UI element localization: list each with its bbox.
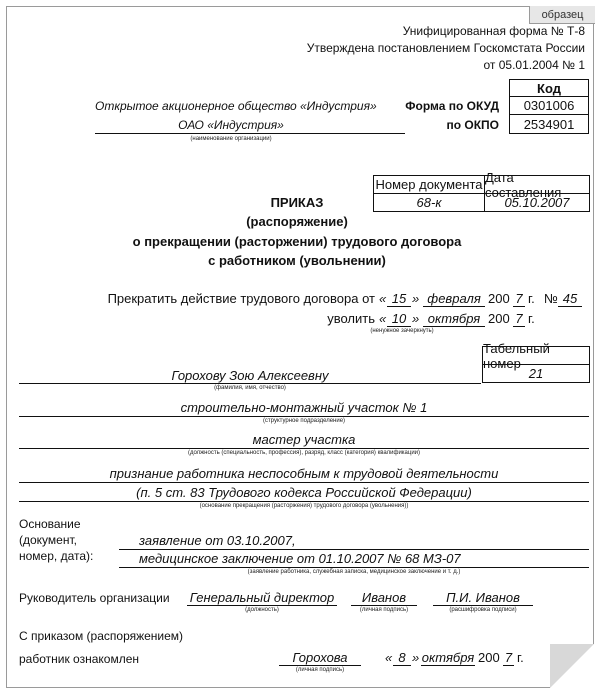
acquaint-label2: работник ознакомлен bbox=[19, 652, 139, 666]
contract-label: Прекратить действие трудового договора от bbox=[107, 291, 375, 306]
basis-label2: (документ, bbox=[19, 533, 77, 547]
tab-number-header: Табельный номер bbox=[482, 346, 590, 365]
doc-date-header: Дата составления bbox=[484, 175, 590, 194]
signature-position-caption: (должность) bbox=[245, 607, 279, 613]
department-caption: (структурное подразделение) bbox=[262, 418, 346, 424]
position-underline bbox=[19, 448, 589, 449]
basis-underline2 bbox=[119, 567, 589, 568]
dismiss-day: 10 bbox=[387, 311, 411, 327]
contract-day: 15 bbox=[387, 291, 411, 307]
dismiss-month: октября bbox=[423, 311, 485, 327]
dismiss-label: уволить bbox=[327, 311, 375, 326]
form-header-line3: от 05.01.2004 № 1 bbox=[483, 58, 585, 72]
contract-number-label: № bbox=[544, 291, 558, 306]
grounds-caption: (основание прекращения (расторжения) трудового договора (увольнения)) bbox=[199, 503, 409, 509]
employee-name: Горохову Зою Алексеевну bbox=[171, 368, 329, 383]
basis-value1: заявление от 03.10.2007, bbox=[139, 533, 296, 548]
tab-number-value: 21 bbox=[482, 364, 590, 383]
acquaint-year-suffix: 7 bbox=[504, 650, 513, 665]
org-short-name: ОАО «Индустрия» bbox=[178, 118, 284, 132]
signature-sign: Иванов bbox=[351, 590, 417, 606]
form-page: образец Унифицированная форма № Т-8 Утверждена постановлением Госкомстата России от 05.01.2004 № 1 Код 0301006 2534901 Форма по ОКУД по ОКПО Открытое акционерное общество «Индустрия» ОАО «Индустрия» (наименование организации) Номер документа Дата составления 68-к 05.10.2007 ПРИКАЗ (распоряжение) о прекращении (расторжении) трудового договора с работником (увольнении) Прекратить действие трудового договора от « 15 » февраля 200 7 г. № 45 уволить « 10 » октября 200 7 г. (ненужное зачеркнуть) Табельный номер 21 Горохову Зою Алексеевну (фамилия, имя, отчество) строительно-монтажный участок № 1 (структурное подразделение) мастер участка (должность (специальность, профессия), разряд, класс (категория) квалификации) признание работника неспособным к трудовой деятельности (п. 5 ст. 83 Трудового кодекса Российской Федерации) (основание прекращения (расторжения) трудового договора (увольнения)) Основание (документ, номер, дата): заявление от 03.10.2007, медицинское заключение от 01.10.2007 № 68 МЗ-07 (заявление работника, служебная записка, медицинское заключение и т. д.) Руководитель организации Генеральный директор (должность) Иванов (личная подпись) П.И. Иванов (расшифровка подписи) С приказом (распоряжением) работник ознакомлен Горохова (личная подпись) « 8 » октября 200 7 г. bbox=[6, 6, 594, 688]
grounds-line1: признание работника неспособным к трудовой деятельности bbox=[109, 466, 499, 481]
okud-label: Форма по ОКУД bbox=[405, 99, 499, 113]
grounds-underline2 bbox=[19, 501, 589, 502]
form-header-line1: Унифицированная форма № Т-8 bbox=[402, 24, 585, 38]
basis-label1: Основание bbox=[19, 517, 81, 531]
title-subject-line1: о прекращении (расторжении) трудового договора bbox=[132, 234, 462, 249]
contract-month: февраля bbox=[423, 291, 485, 307]
doc-date-value: 05.10.2007 bbox=[484, 193, 590, 212]
dismiss-year-prefix: 200 bbox=[488, 311, 510, 326]
doc-number-header: Номер документа bbox=[373, 175, 485, 194]
employee-department: строительно-монтажный участок № 1 bbox=[180, 400, 428, 415]
code-header: Код bbox=[509, 79, 589, 97]
signature-sign-caption: (личная подпись) bbox=[359, 607, 409, 613]
acquaint-sign-caption: (личная подпись) bbox=[295, 667, 345, 673]
okpo-label: по ОКПО bbox=[446, 118, 499, 132]
okpo-value: 2534901 bbox=[509, 114, 589, 134]
sample-tag: образец bbox=[529, 6, 595, 24]
doc-number-value: 68-к bbox=[373, 193, 485, 212]
basis-value2: медицинское заключение от 01.10.2007 № 68 МЗ-07 bbox=[139, 551, 461, 566]
employee-name-caption: (фамилия, имя, отчество) bbox=[214, 385, 286, 391]
contract-year-suffix: 7 bbox=[513, 291, 525, 307]
dismiss-caption: (ненужное зачеркнуть) bbox=[370, 328, 434, 334]
basis-label3: номер, дата): bbox=[19, 549, 94, 563]
position-caption: (должность (специальность, профессия), разряд, класс (категория) квалификации) bbox=[187, 450, 421, 456]
acquaint-day: 8 bbox=[393, 650, 411, 666]
dismiss-year-label: г. bbox=[528, 311, 535, 326]
okud-value: 0301006 bbox=[509, 96, 589, 115]
acquaint-sign: Горохова bbox=[279, 650, 361, 666]
contract-year-prefix: 200 bbox=[488, 291, 510, 306]
signature-decode: П.И. Иванов bbox=[433, 590, 533, 606]
contract-year-label: г. bbox=[528, 291, 535, 306]
employee-name-underline bbox=[19, 383, 481, 384]
basis-caption: (заявление работника, служебная записка, медицинское заключение и т. д.) bbox=[247, 569, 461, 575]
org-full-name: Открытое акционерное общество «Индустрия» bbox=[95, 99, 377, 113]
title-prikaz: ПРИКАЗ bbox=[270, 195, 324, 210]
acquaint-year-label: г. bbox=[517, 650, 524, 665]
acquaint-year-prefix: 200 bbox=[478, 650, 500, 665]
acquaint-month: октября bbox=[421, 650, 475, 665]
title-subject-line2: с работником (увольнении) bbox=[208, 253, 386, 268]
acquaint-label1: С приказом (распоряжением) bbox=[19, 629, 184, 643]
page-curl bbox=[550, 644, 594, 688]
contract-number: 45 bbox=[558, 291, 582, 307]
basis-underline1 bbox=[119, 549, 589, 550]
employee-position: мастер участка bbox=[252, 432, 356, 447]
title-rasporyazhenie: (распоряжение) bbox=[246, 214, 348, 229]
department-underline bbox=[19, 416, 589, 417]
org-caption: (наименование организации) bbox=[190, 136, 272, 142]
form-header-line2: Утверждена постановлением Госкомстата России bbox=[306, 41, 585, 55]
signature-position: Генеральный директор bbox=[187, 590, 337, 606]
dismiss-year-suffix: 7 bbox=[513, 311, 525, 327]
grounds-underline1 bbox=[19, 482, 589, 483]
signature-label: Руководитель организации bbox=[19, 591, 170, 605]
grounds-line2: (п. 5 ст. 83 Трудового кодекса Российской Федерации) bbox=[136, 485, 472, 500]
org-underline bbox=[95, 133, 405, 134]
signature-decode-caption: (расшифровка подписи) bbox=[449, 607, 517, 613]
